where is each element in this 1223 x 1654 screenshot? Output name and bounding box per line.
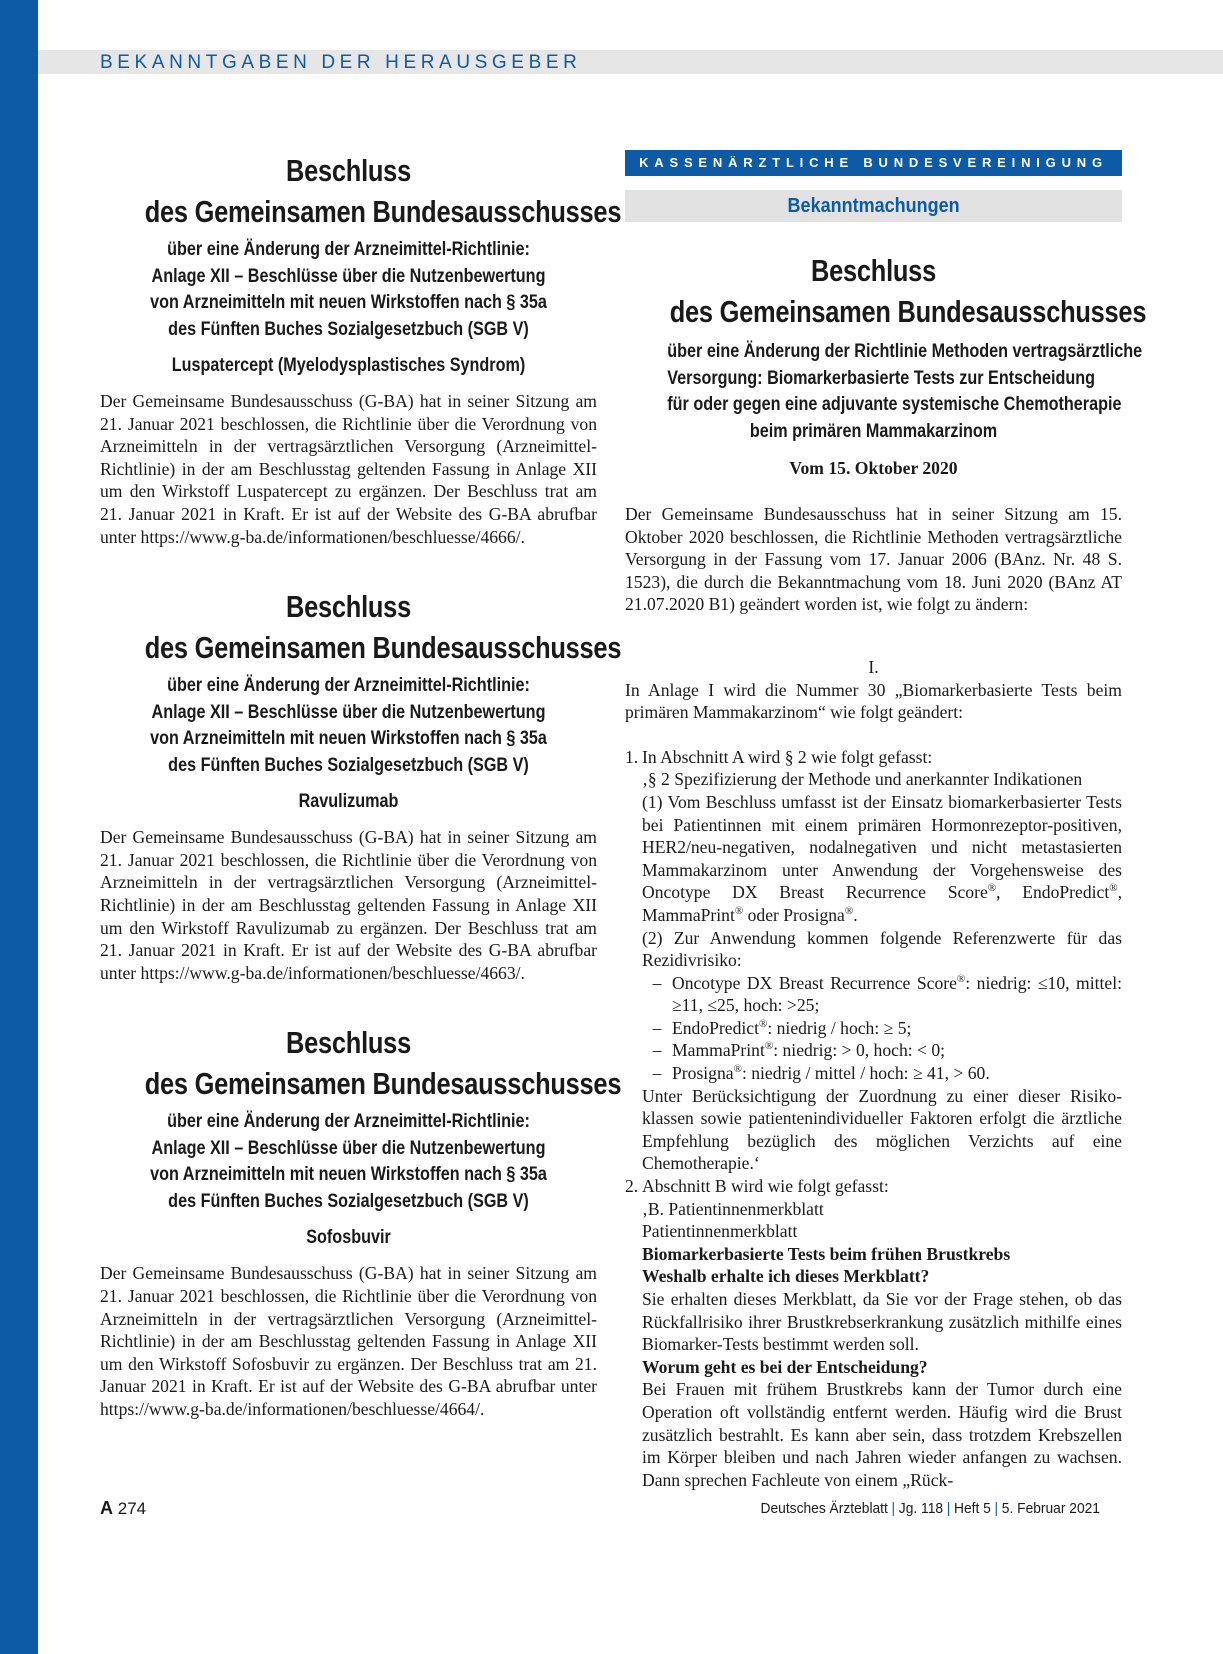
paragraph-3: Unter Berücksichtigung der Zuordnung zu einer dieser Risikoklassen sowie patientenindividueller Faktoren erfolgt die ärztliche Empfehlung bezüglich des möglichen Verzichts auf eine Chemotherapie.‘ xyxy=(642,1085,1122,1174)
list-item xyxy=(625,746,1122,769)
left-color-bar xyxy=(0,0,38,1654)
drug-name: Luspatercept (Myelodysplastisches Syndrom) xyxy=(171,354,526,376)
right-column xyxy=(625,150,1147,1491)
resolution-block-ravulizumab xyxy=(100,586,622,984)
reference-item: – EndoPredict®: niedrig / hoch: ≥ 5; xyxy=(652,1017,912,1038)
resolution-subtitle: über eine Änderung der Arzneimittel-Richtlinie: Anlage XII – Beschlüsse über die Nutzenbewertung von Arzneimitteln mit neuen Wirkstoffen nach § 35a des Fünften Buches Sozialgesetzbuch (SGB V) xyxy=(150,1110,547,1212)
reference-item: – MammaPrint®: niedrig: > 0, hoch: < 0; xyxy=(652,1040,946,1061)
resolution-body: Der Gemeinsame Bundesausschuss (G-BA) hat in seiner Sitzung am 21. Januar 2021 beschlossen, die Richtlinie über die Verordnung von Arzneimitteln in der vertragsärztlichen Versorgung (Arzneimittel-Richtlinie) in der am Beschlusstag geltenden Fassung in Anlage XII um den Wirkstoff Sofosbuvir zu ergänzen. Der Beschluss trat am 21. Januar 2021 in Kraft. Er ist auf der Website des G-BA abrufbar unter https://www.g-ba.de/informationen/beschluesse/4664/. xyxy=(100,1263,597,1419)
journal-citation: Deutsches Ärzteblatt | Jg. 118 | Heft 5 | 5. Februar 2021 xyxy=(760,1500,1100,1517)
left-column xyxy=(100,150,622,1458)
list-item xyxy=(625,1175,1122,1198)
paragraph-1: (1) Vom Beschluss umfasst ist der Einsatz biomarkerbasierter Tests bei Patientinnen mit einem primären Hormonrezeptor-positiven, HER2/neu-negativen, nodalnegativen und nicht metastasierten Mammakarzinom unter Anwendung der Vorgehensweise des Oncotype DX Breast Recurrence Score®, EndoPredict®, MammaPrint® oder Prosigna®. xyxy=(642,791,1122,925)
paragraph-2: (2) Zur Anwendung kommen folgende Referenzwerte für das Rezidivrisiko: xyxy=(642,927,1122,971)
merkblatt-question: Weshalb erhalte ich dieses Merkblatt? xyxy=(642,1266,930,1287)
merkblatt-subheading: Biomarkerbasierte Tests beim frühen Brustkrebs xyxy=(642,1243,1011,1264)
paragraph-heading: ‚§ 2 Spezifizierung der Methode und anerkannter Indikationen xyxy=(642,769,1083,790)
resolution-body: Der Gemeinsame Bundesausschuss (G-BA) hat in seiner Sitzung am 21. Januar 2021 beschlossen, die Richtlinie über die Verordnung von Arzneimitteln in der vertragsärztlichen Versorgung (Arzneimittel-Richtlinie) in der am Beschlusstag geltenden Fassung in Anlage XII um den Wirkstoff Ravulizumab zu ergänzen. Der Beschluss trat am 21. Januar 2021 in Kraft. Er ist auf der Website des G-BA abrufbar unter https://www.g-ba.de/informationen/beschluesse/4663/. xyxy=(100,827,597,983)
list-text: Abschnitt B wird wie folgt gefasst: xyxy=(642,1176,889,1197)
merkblatt-paragraph: Sie erhalten dieses Merkblatt, da Sie vor der Frage stehen, ob das Rückfallrisiko ihrer Brustkrebserkrankung zusätzlich mithilfe eines Biomarker-Tests bestimmt werden soll. xyxy=(642,1289,1122,1355)
list-number: 1. xyxy=(625,746,639,767)
resolution-block-sofosbuvir xyxy=(100,1022,622,1420)
merkblatt-paragraph: Bei Frauen mit frühem Brustkrebs kann der Tumor durch eine Operation oft vollständig entfernt werden. Häufig wird die Brust zusätzlich bestrahlt. Es kann aber sein, dass trotzdem Krebszellen im Körper bleiben und nach Jahren wieder anfangen zu wachsen. Dann sprechen Fachleute von einem „Rück- xyxy=(642,1379,1122,1490)
list-text: In Abschnitt A wird § 2 wie folgt gefasst: xyxy=(642,746,933,767)
merkblatt-title: Patientinnenmerkblatt xyxy=(642,1221,798,1242)
reference-item: – Prosigna®: niedrig / mittel / hoch: ≥ 41, > 60. xyxy=(652,1063,990,1084)
resolution-subtitle: über eine Änderung der Arzneimittel-Richtlinie: Anlage XII – Beschlüsse über die Nutzenbewertung von Arzneimitteln mit neuen Wirkstoffen nach § 35a des Fünften Buches Sozialgesetzbuch (SGB V) xyxy=(150,674,547,776)
drug-name: Sofosbuvir xyxy=(306,1226,391,1249)
merkblatt-question: Worum geht es bei der Entscheidung? xyxy=(642,1356,928,1377)
resolution-subtitle: über eine Änderung der Richtlinie Methoden vertragsärztliche Versorgung: Biomarkerbasierte Tests zur Entscheidung für oder gegen eine adjuvante systemische Chemotherapie beim primären Mammakarzinom xyxy=(667,340,1143,442)
resolution-block-luspatercept xyxy=(100,150,622,548)
kbv-banner: KASSENÄRZTLICHE BUNDESVEREINIGUNG xyxy=(625,150,1122,176)
resolution-title: Beschluss des Gemeinsamen Bundesausschusses xyxy=(669,253,1147,329)
section-header: BEKANNTGABEN DER HERAUSGEBER xyxy=(100,52,582,73)
resolution-title: Beschluss des Gemeinsamen Bundesausschusses xyxy=(144,1025,622,1102)
anlage-paragraph: In Anlage I wird die Nummer 30 „Biomarkerbasierte Tests beim primären Mammakarzinom“ wie folgt geändert: xyxy=(625,679,1122,723)
resolution-date: Vom 15. Oktober 2020 xyxy=(789,458,958,478)
announcements-banner: Bekanntmachungen xyxy=(625,190,1122,222)
resolution-title: Beschluss des Gemeinsamen Bundesausschusses xyxy=(144,153,622,229)
page-number: A 274 xyxy=(100,1498,147,1518)
section-roman-numeral: I. xyxy=(868,656,879,677)
resolution-body: Der Gemeinsame Bundesausschuss (G-BA) hat in seiner Sitzung am 21. Januar 2021 beschlossen, die Richtlinie über die Verordnung von Arzneimitteln in der vertragsärztlichen Versorgung (Arzneimittel-Richtlinie) in der am Beschlusstag geltenden Fassung in Anlage XII um den Wirkstoff Luspatercept zu ergänzen. Der Beschluss trat am 21. Januar 2021 in Kraft. Er ist auf der Website des G-BA abrufbar unter https://www.g-ba.de/informationen/beschluesse/4666/. xyxy=(100,391,597,547)
resolution-title: Beschluss des Gemeinsamen Bundesausschusses xyxy=(144,589,622,666)
list-number: 2. xyxy=(625,1176,639,1197)
reference-item: – Oncotype DX Breast Recurrence Score®: niedrig: ≤10, mittel: ≥11, ≤25, hoch: >25; xyxy=(652,972,1122,1016)
resolution-subtitle: über eine Änderung der Arzneimittel-Richtlinie: Anlage XII – Beschlüsse über die Nutzenbewertung von Arzneimitteln mit neuen Wirkstoffen nach § 35a des Fünften Buches Sozialgesetzbuch (SGB V) xyxy=(150,238,547,340)
drug-name: Ravulizumab xyxy=(298,790,399,813)
intro-paragraph: Der Gemeinsame Bundesausschuss hat in seiner Sitzung am 15. Oktober 2020 beschlossen, die Richtlinie Methoden vertragsärztliche Versorgung in der Fassung vom 17. Januar 2006 (BAnz. Nr. 48 S. 1523), die durch die Bekanntmachung vom 18. Juni 2020 (BAnz AT 21.07.2020 B1) geändert worden ist, wie folgt zu ändern: xyxy=(625,504,1122,615)
merkblatt-heading: ‚B. Patientinnenmerkblatt xyxy=(642,1198,824,1219)
